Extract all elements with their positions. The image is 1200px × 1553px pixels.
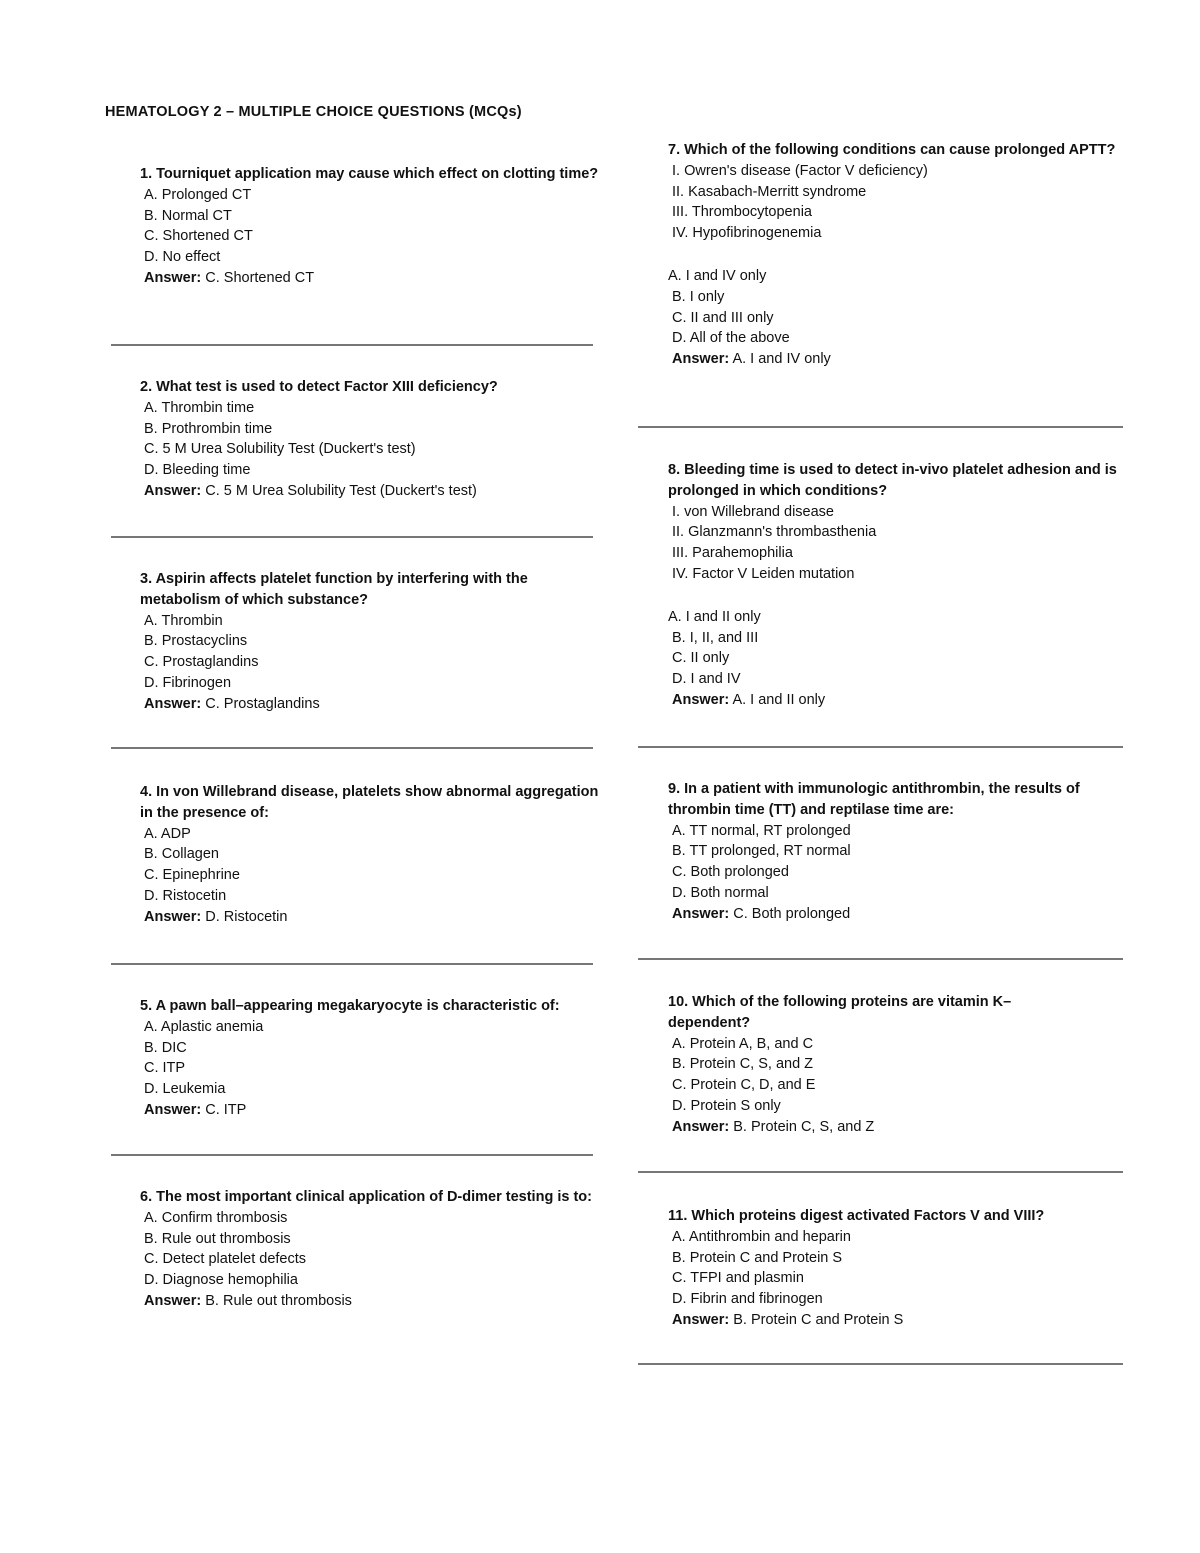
answer-value: D. Ristocetin bbox=[205, 908, 288, 925]
answer-value: A. I and II only bbox=[732, 691, 826, 708]
divider bbox=[638, 746, 1123, 748]
option-d: D. Ristocetin bbox=[144, 887, 227, 904]
option-a: A. I and II only bbox=[668, 608, 761, 625]
question-1 bbox=[140, 164, 600, 289]
option-b: B. I only bbox=[672, 288, 725, 305]
question-text: 7. Which of the following conditions can cause prolonged APTT? bbox=[668, 142, 1116, 158]
answer-line bbox=[668, 1117, 1068, 1138]
option-a: A. Protein A, B, and C bbox=[672, 1035, 814, 1052]
question-text: 6. The most important clinical application of D-dimer testing is to: bbox=[140, 1189, 592, 1205]
page-title: HEMATOLOGY 2 – MULTIPLE CHOICE QUESTIONS (MCQs) bbox=[105, 104, 522, 120]
question-2 bbox=[140, 377, 600, 502]
answer-value: C. Both prolonged bbox=[733, 905, 851, 922]
divider bbox=[111, 747, 593, 749]
statement-3: III. Parahemophilia bbox=[672, 545, 793, 562]
option-d: D. Both normal bbox=[672, 884, 769, 901]
option-a: A. Aplastic anemia bbox=[144, 1018, 264, 1035]
answer-line bbox=[140, 1100, 610, 1121]
option-b: B. I, II, and III bbox=[672, 629, 759, 646]
option-d: D. Fibrin and fibrinogen bbox=[672, 1291, 823, 1308]
option-a: A. Thrombin bbox=[144, 612, 223, 629]
option-b: B. Normal CT bbox=[144, 207, 232, 224]
option-c: C. ITP bbox=[144, 1060, 186, 1077]
question-text: 10. Which of the following proteins are vitamin K–dependent? bbox=[668, 994, 1012, 1031]
option-a: A. ADP bbox=[144, 825, 191, 842]
answer-label: Answer: bbox=[672, 1311, 730, 1328]
option-a: A. Confirm thrombosis bbox=[144, 1209, 288, 1226]
option-c: C. II only bbox=[672, 650, 730, 667]
answer-line bbox=[140, 907, 600, 928]
answer-value: C. Prostaglandins bbox=[205, 695, 320, 712]
answer-value: C. 5 M Urea Solubility Test (Duckert's test) bbox=[205, 482, 477, 499]
answer-label: Answer: bbox=[144, 1101, 202, 1118]
question-6 bbox=[140, 1187, 600, 1312]
statement-2: II. Kasabach-Merritt syndrome bbox=[672, 183, 867, 200]
answer-value: B. Protein C, S, and Z bbox=[733, 1118, 875, 1135]
divider bbox=[111, 344, 593, 346]
question-8 bbox=[668, 460, 1123, 711]
option-a: A. TT normal, RT prolonged bbox=[672, 822, 851, 839]
divider bbox=[111, 963, 593, 965]
question-5 bbox=[140, 996, 610, 1121]
divider bbox=[111, 536, 593, 538]
answer-label: Answer: bbox=[672, 351, 730, 368]
statement-3: III. Thrombocytopenia bbox=[672, 204, 812, 221]
answer-label: Answer: bbox=[144, 269, 202, 286]
answer-line bbox=[668, 1310, 1123, 1331]
option-b: B. Protein C, S, and Z bbox=[672, 1056, 814, 1073]
answer-label: Answer: bbox=[144, 1292, 202, 1309]
answer-value: B. Rule out thrombosis bbox=[205, 1292, 352, 1309]
answer-label: Answer: bbox=[144, 482, 202, 499]
option-c: C. Protein C, D, and E bbox=[672, 1077, 816, 1094]
question-text: 8. Bleeding time is used to detect in-vivo platelet adhesion and is prolonged in which conditions? bbox=[668, 462, 1117, 499]
option-b: B. TT prolonged, RT normal bbox=[672, 843, 851, 860]
option-a: A. Prolonged CT bbox=[144, 186, 252, 203]
option-c: C. II and III only bbox=[672, 309, 774, 326]
option-c: C. Shortened CT bbox=[144, 228, 253, 245]
option-b: B. Protein C and Protein S bbox=[672, 1249, 843, 1266]
answer-value: C. Shortened CT bbox=[205, 269, 315, 286]
question-text: 9. In a patient with immunologic antithrombin, the results of thrombin time (TT) and reptilase time are: bbox=[668, 781, 1080, 818]
question-text: 4. In von Willebrand disease, platelets show abnormal aggregation in the presence of: bbox=[140, 784, 599, 821]
answer-label: Answer: bbox=[672, 905, 730, 922]
option-c: C. Epinephrine bbox=[144, 867, 240, 884]
option-b: B. Prostacyclins bbox=[144, 633, 248, 650]
option-d: D. Diagnose hemophilia bbox=[144, 1272, 298, 1289]
question-9 bbox=[668, 779, 1123, 925]
option-d: D. No effect bbox=[144, 249, 221, 266]
answer-value: A. I and IV only bbox=[732, 351, 831, 368]
option-a: A. I and IV only bbox=[668, 267, 767, 284]
answer-label: Answer: bbox=[672, 1118, 730, 1135]
statement-2: II. Glanzmann's thrombasthenia bbox=[672, 524, 877, 541]
divider bbox=[638, 426, 1123, 428]
question-11 bbox=[668, 1206, 1123, 1331]
answer-line bbox=[668, 904, 1123, 925]
answer-value: C. ITP bbox=[205, 1101, 247, 1118]
question-4 bbox=[140, 782, 600, 928]
option-c: C. 5 M Urea Solubility Test (Duckert's test) bbox=[144, 441, 416, 458]
question-text: 1. Tourniquet application may cause which effect on clotting time? bbox=[140, 166, 599, 182]
answer-line bbox=[140, 1291, 600, 1312]
answer-label: Answer: bbox=[144, 695, 202, 712]
option-c: C. Detect platelet defects bbox=[144, 1251, 306, 1268]
divider bbox=[638, 958, 1123, 960]
divider bbox=[111, 1154, 593, 1156]
option-c: C. Prostaglandins bbox=[144, 654, 259, 671]
question-text: 2. What test is used to detect Factor XIII deficiency? bbox=[140, 379, 498, 395]
option-c: C. TFPI and plasmin bbox=[672, 1270, 804, 1287]
option-d: D. All of the above bbox=[672, 330, 790, 347]
answer-line bbox=[140, 694, 600, 715]
statement-1: I. von Willebrand disease bbox=[672, 503, 834, 520]
option-d: D. Protein S only bbox=[672, 1097, 781, 1114]
question-3 bbox=[140, 569, 600, 715]
answer-line bbox=[668, 349, 1123, 370]
option-b: B. Rule out thrombosis bbox=[144, 1230, 291, 1247]
option-d: D. I and IV bbox=[672, 671, 741, 688]
option-b: B. Prothrombin time bbox=[144, 420, 273, 437]
question-text: 11. Which proteins digest activated Factors V and VIII? bbox=[668, 1208, 1045, 1224]
divider bbox=[638, 1363, 1123, 1365]
option-a: A. Antithrombin and heparin bbox=[672, 1228, 851, 1245]
option-b: B. Collagen bbox=[144, 846, 219, 863]
option-d: D. Leukemia bbox=[144, 1081, 226, 1098]
answer-line bbox=[140, 481, 600, 502]
option-d: D. Bleeding time bbox=[144, 462, 251, 479]
answer-label: Answer: bbox=[144, 908, 202, 925]
option-d: D. Fibrinogen bbox=[144, 674, 232, 691]
answer-label: Answer: bbox=[672, 691, 730, 708]
question-text: 3. Aspirin affects platelet function by interfering with the metabolism of which substance? bbox=[140, 571, 528, 608]
answer-line bbox=[140, 268, 600, 289]
statement-1: I. Owren's disease (Factor V deficiency) bbox=[672, 162, 928, 179]
answer-line bbox=[668, 690, 1123, 711]
question-7 bbox=[668, 140, 1123, 370]
option-a: A. Thrombin time bbox=[144, 399, 255, 416]
statement-4: IV. Hypofibrinogenemia bbox=[672, 225, 822, 242]
divider bbox=[638, 1171, 1123, 1173]
question-10 bbox=[668, 992, 1068, 1138]
option-b: B. DIC bbox=[144, 1039, 187, 1056]
question-text: 5. A pawn ball–appearing megakaryocyte is characteristic of: bbox=[140, 998, 560, 1014]
statement-4: IV. Factor V Leiden mutation bbox=[672, 565, 855, 582]
option-c: C. Both prolonged bbox=[672, 864, 789, 881]
answer-value: B. Protein C and Protein S bbox=[733, 1311, 904, 1328]
